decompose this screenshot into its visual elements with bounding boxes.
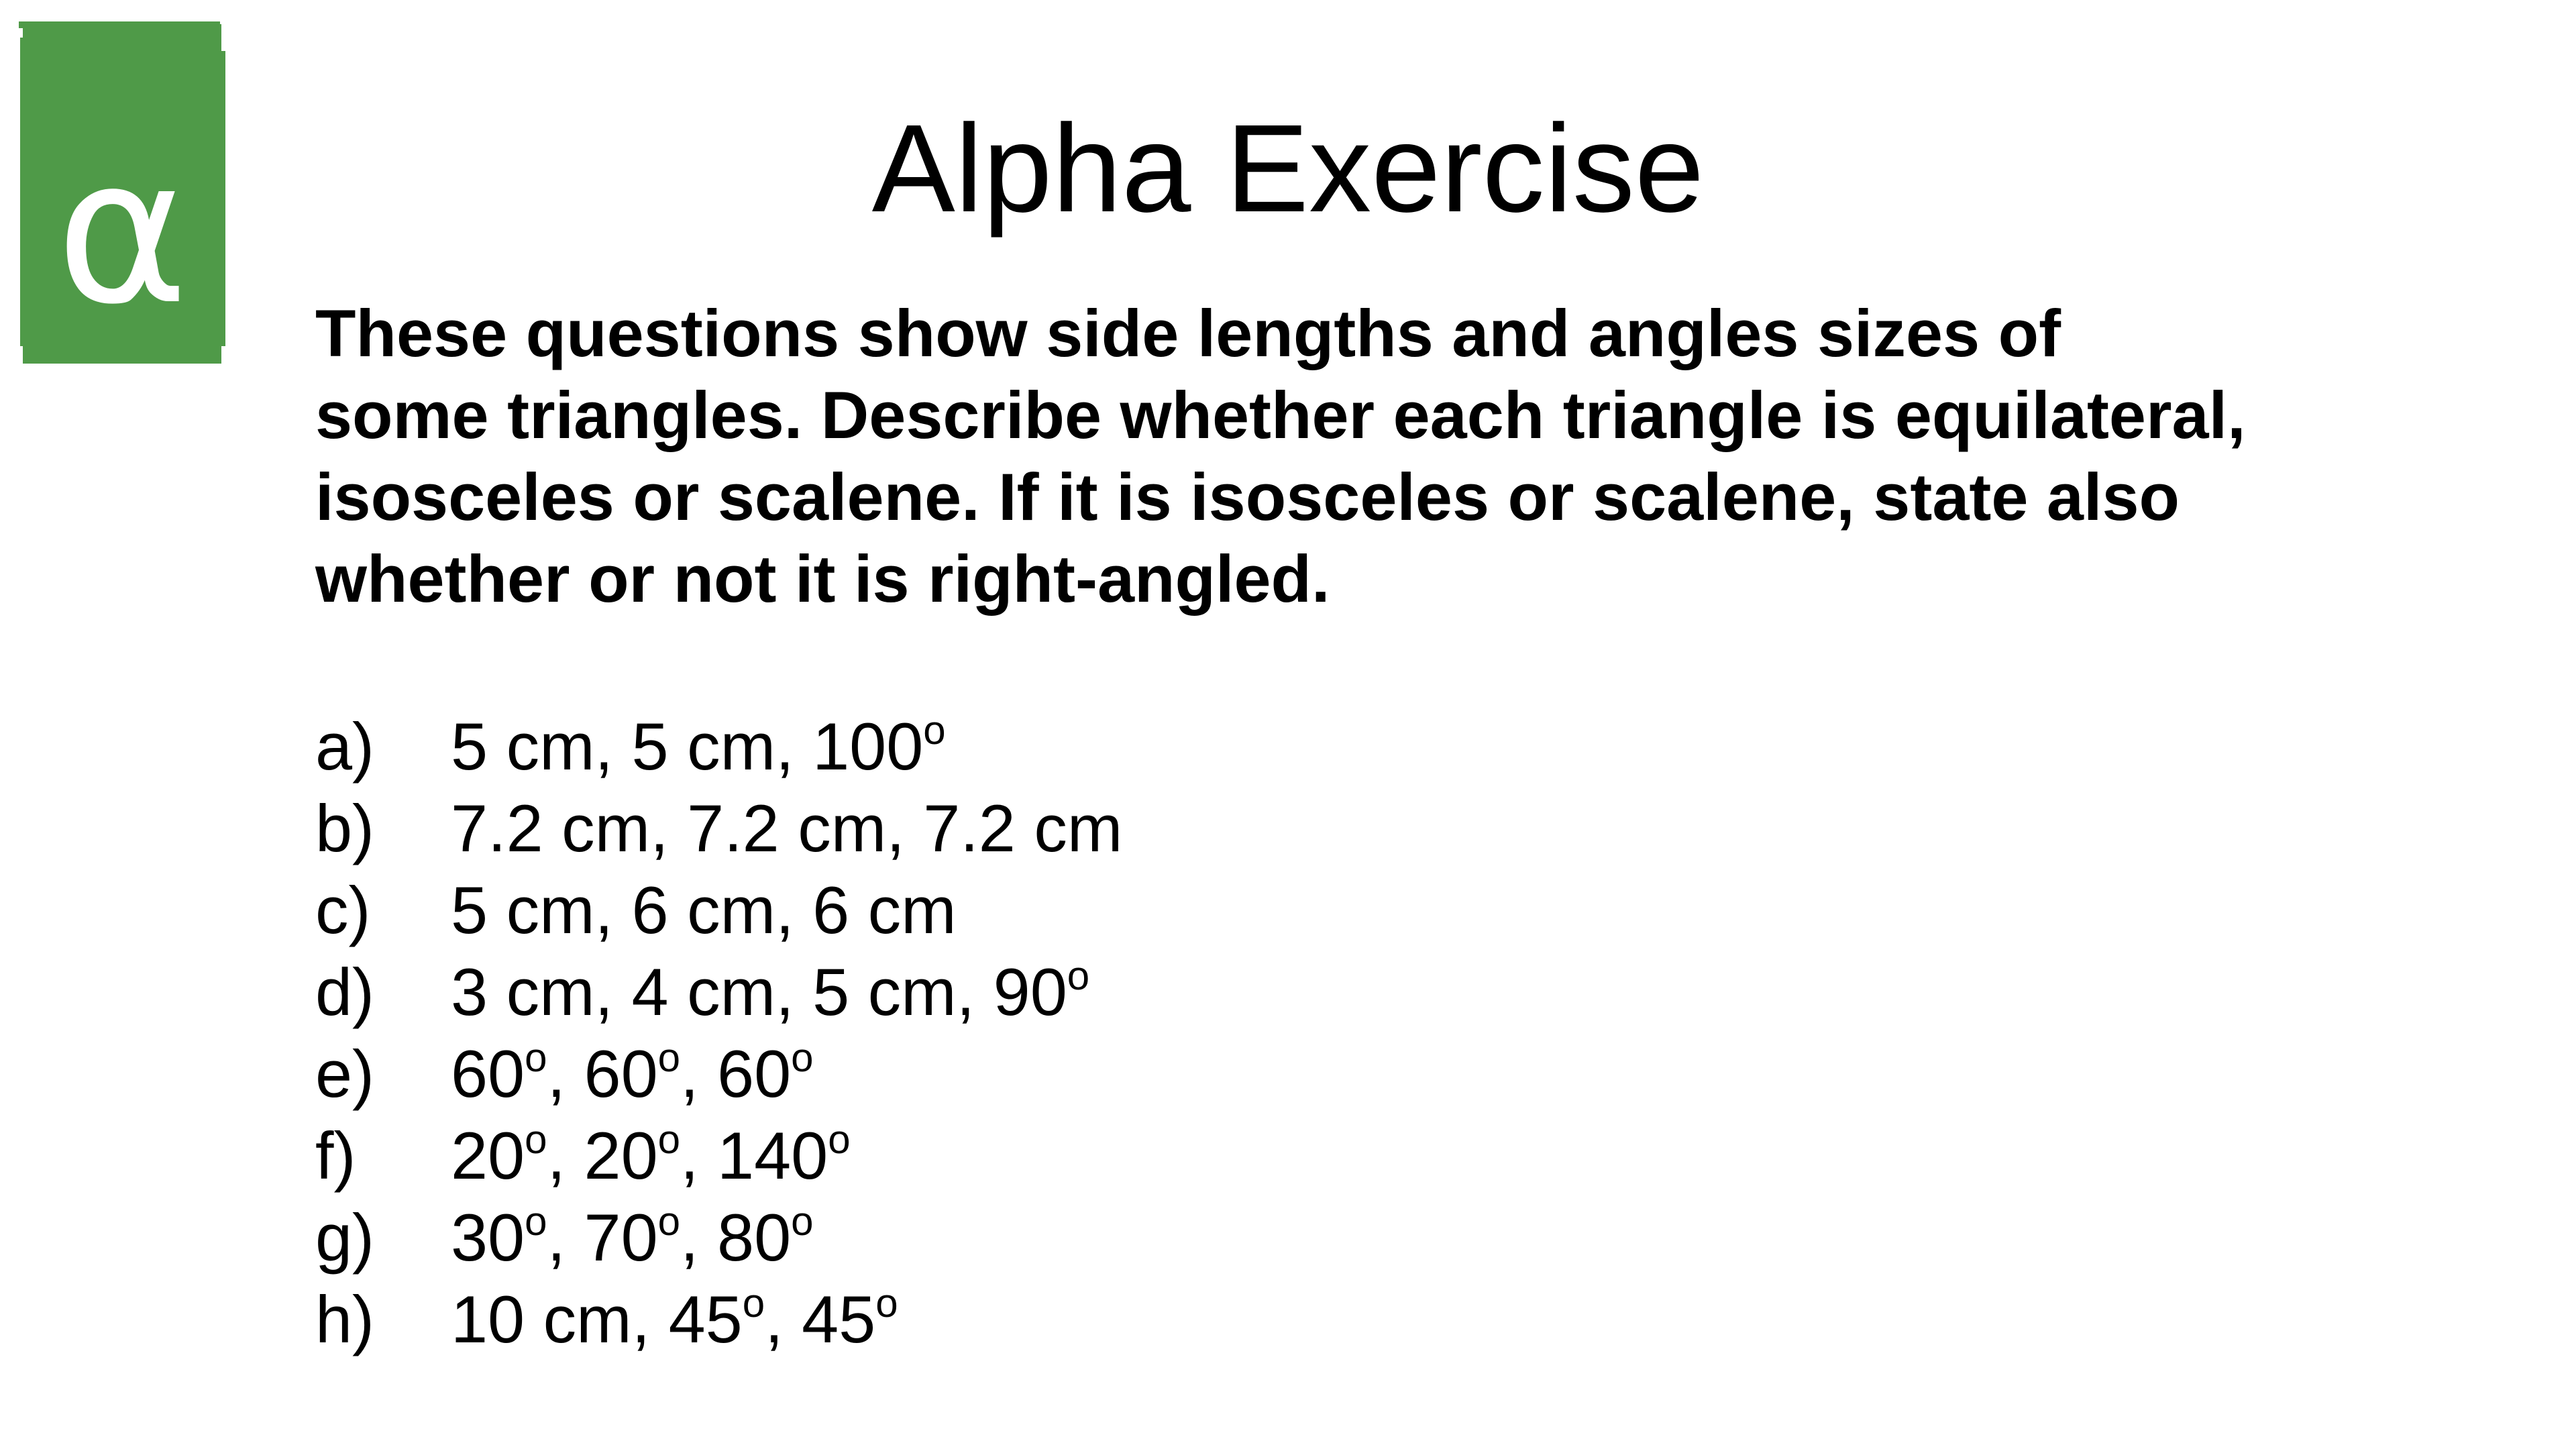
question-text xyxy=(451,1115,851,1197)
question-text xyxy=(451,1033,814,1115)
alpha-logo-icon: α xyxy=(56,115,189,349)
question-text xyxy=(451,951,1089,1033)
question-text-segment: 20 xyxy=(451,1118,525,1193)
question-text-segment: , 80 xyxy=(680,1200,792,1275)
question-text-segment: 5 cm, 5 cm, 100 xyxy=(451,709,924,784)
question-text-segment: , 20 xyxy=(547,1118,658,1193)
degree-symbol: o xyxy=(657,1117,681,1162)
instructions-line: isosceles or scalene. If it is isosceles or scalene, state also xyxy=(315,460,2180,534)
degree-symbol: o xyxy=(742,1281,765,1326)
question-text-segment: 7.2 cm, 7.2 cm, 7.2 cm xyxy=(451,791,1123,865)
question-text xyxy=(451,788,1122,869)
question-text-segment: 60 xyxy=(451,1036,525,1111)
degree-symbol: o xyxy=(525,1199,547,1244)
degree-symbol: o xyxy=(1067,953,1090,998)
question-item-b xyxy=(315,788,1122,869)
degree-symbol: o xyxy=(657,1035,681,1080)
question-item-g xyxy=(315,1197,1122,1279)
question-text xyxy=(451,1279,898,1360)
question-label: f) xyxy=(315,1118,356,1193)
instructions-line: some triangles. Describe whether each triangle is equilateral, xyxy=(315,378,2246,452)
question-label: a) xyxy=(315,709,375,784)
question-text xyxy=(451,869,957,951)
question-text-segment: 30 xyxy=(451,1200,525,1275)
question-label: h) xyxy=(315,1282,375,1356)
question-text xyxy=(451,706,946,788)
degree-symbol: o xyxy=(525,1035,547,1080)
degree-symbol: o xyxy=(828,1117,851,1162)
degree-symbol: o xyxy=(791,1035,814,1080)
question-text-segment: , 60 xyxy=(680,1036,792,1111)
question-text-segment: 5 cm, 6 cm, 6 cm xyxy=(451,873,957,947)
degree-symbol: o xyxy=(657,1199,681,1244)
instructions-paragraph xyxy=(315,292,2381,620)
question-label: b) xyxy=(315,791,375,865)
question-text xyxy=(451,1197,814,1279)
page-title: Alpha Exercise xyxy=(871,99,1705,238)
question-label: e) xyxy=(315,1036,375,1111)
question-item-d xyxy=(315,951,1122,1033)
degree-symbol: o xyxy=(525,1117,547,1162)
instructions-line: whether or not it is right-angled. xyxy=(315,541,1330,616)
logo-rough-edge-top xyxy=(19,21,220,28)
instructions-line: These questions show side lengths and angles sizes of xyxy=(315,296,2061,370)
question-text-segment: , 140 xyxy=(680,1118,828,1193)
degree-symbol: o xyxy=(875,1281,898,1326)
degree-symbol: o xyxy=(791,1199,814,1244)
question-list xyxy=(315,706,1122,1360)
question-text-segment: 10 cm, 45 xyxy=(451,1282,743,1356)
question-text-segment: , 45 xyxy=(765,1282,876,1356)
question-text-segment: , 60 xyxy=(547,1036,658,1111)
question-label: g) xyxy=(315,1200,375,1275)
question-text-segment: 3 cm, 4 cm, 5 cm, 90 xyxy=(451,955,1067,1029)
question-text-segment: , 70 xyxy=(547,1200,658,1275)
question-item-a xyxy=(315,706,1122,788)
degree-symbol: o xyxy=(923,708,946,753)
question-item-f xyxy=(315,1115,1122,1197)
question-label: d) xyxy=(315,955,375,1029)
question-item-h xyxy=(315,1279,1122,1360)
question-item-c xyxy=(315,869,1122,951)
question-item-e xyxy=(315,1033,1122,1115)
question-label: c) xyxy=(315,873,371,947)
